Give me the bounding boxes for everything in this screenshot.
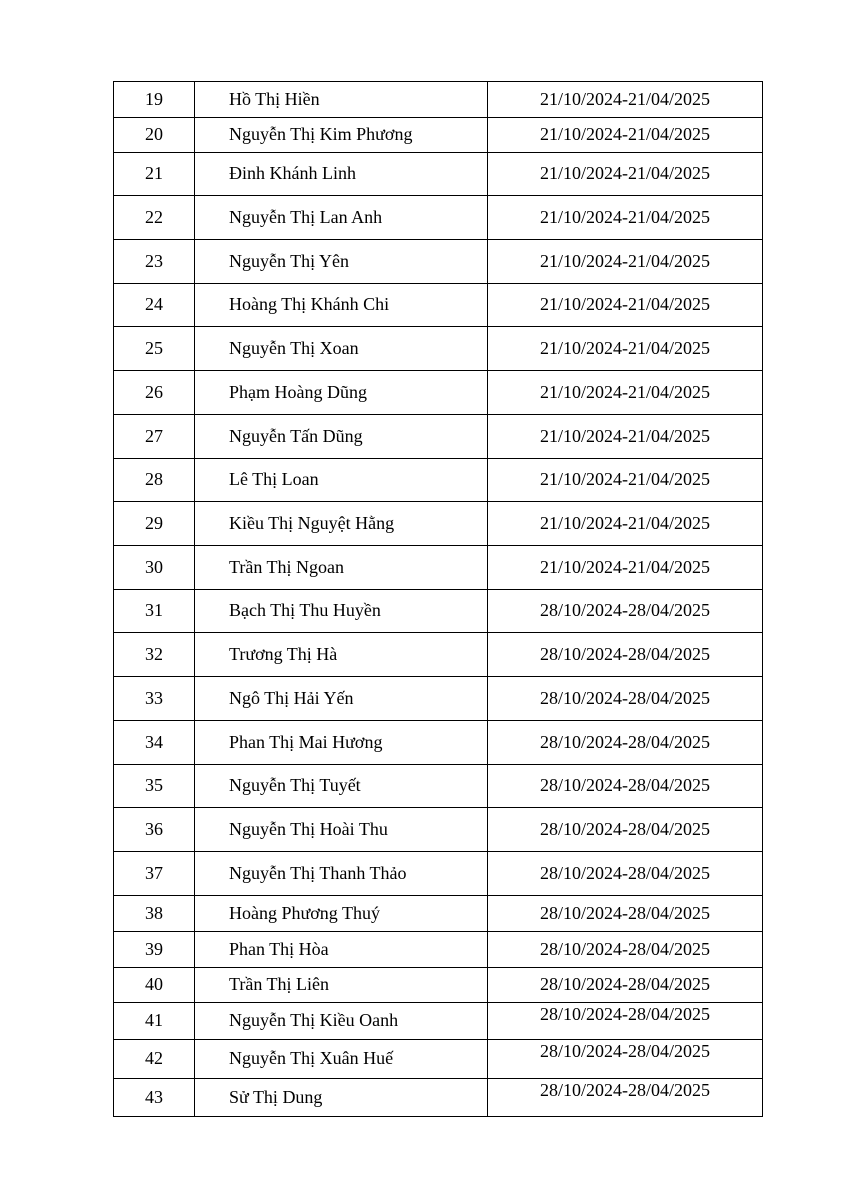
period-cell: 21/10/2024-21/04/2025 [488,502,763,546]
table-row [114,196,763,240]
name-cell: Hồ Thị Hiền [195,82,488,118]
period-cell: 28/10/2024-28/04/2025 [488,808,763,852]
roster-table-body [114,82,763,1117]
name-cell: Nguyễn Thị Yên [195,240,488,284]
table-row [114,677,763,721]
row-number-cell: 31 [114,590,195,633]
period-cell: 28/10/2024-28/04/2025 [488,633,763,677]
period-cell: 21/10/2024-21/04/2025 [488,196,763,240]
period-cell: 28/10/2024-28/04/2025 [488,590,763,633]
period-cell: 28/10/2024-28/04/2025 [488,1003,763,1040]
table-row [114,721,763,765]
name-cell: Nguyễn Thị Xoan [195,327,488,371]
table-row [114,1040,763,1079]
row-number-cell: 26 [114,371,195,415]
period-cell: 21/10/2024-21/04/2025 [488,371,763,415]
table-row [114,765,763,808]
period-cell: 28/10/2024-28/04/2025 [488,765,763,808]
table-row [114,590,763,633]
row-number-cell: 36 [114,808,195,852]
period-cell: 21/10/2024-21/04/2025 [488,240,763,284]
name-cell: Phan Thị Mai Hương [195,721,488,765]
table-row [114,240,763,284]
name-cell: Nguyễn Thị Xuân Huế [195,1040,488,1079]
name-cell: Hoàng Thị Khánh Chi [195,284,488,327]
row-number-cell: 42 [114,1040,195,1079]
period-cell: 28/10/2024-28/04/2025 [488,932,763,968]
row-number-cell: 28 [114,459,195,502]
row-number-cell: 40 [114,968,195,1003]
row-number-cell: 25 [114,327,195,371]
period-cell: 28/10/2024-28/04/2025 [488,1079,763,1117]
row-number-cell: 24 [114,284,195,327]
period-cell: 21/10/2024-21/04/2025 [488,153,763,196]
period-cell: 21/10/2024-21/04/2025 [488,82,763,118]
row-number-cell: 38 [114,896,195,932]
name-cell: Nguyễn Thị Hoài Thu [195,808,488,852]
name-cell: Hoàng Phương Thuý [195,896,488,932]
row-number-cell: 23 [114,240,195,284]
row-number-cell: 30 [114,546,195,590]
table-row [114,546,763,590]
table-row [114,327,763,371]
row-number-cell: 29 [114,502,195,546]
table-row [114,852,763,896]
name-cell: Nguyễn Tấn Dũng [195,415,488,459]
row-number-cell: 27 [114,415,195,459]
period-cell: 21/10/2024-21/04/2025 [488,284,763,327]
period-cell: 21/10/2024-21/04/2025 [488,459,763,502]
table-row [114,932,763,968]
name-cell: Đinh Khánh Linh [195,153,488,196]
period-cell: 28/10/2024-28/04/2025 [488,721,763,765]
roster-table [113,81,763,1117]
table-row [114,459,763,502]
row-number-cell: 21 [114,153,195,196]
name-cell: Nguyễn Thị Tuyết [195,765,488,808]
row-number-cell: 41 [114,1003,195,1040]
row-number-cell: 35 [114,765,195,808]
table-row [114,1079,763,1117]
period-cell: 21/10/2024-21/04/2025 [488,118,763,153]
row-number-cell: 34 [114,721,195,765]
name-cell: Trương Thị Hà [195,633,488,677]
name-cell: Kiều Thị Nguyệt Hằng [195,502,488,546]
period-cell: 28/10/2024-28/04/2025 [488,1040,763,1079]
table-row [114,415,763,459]
period-cell: 21/10/2024-21/04/2025 [488,415,763,459]
table-row [114,896,763,932]
table-row [114,633,763,677]
period-cell: 21/10/2024-21/04/2025 [488,546,763,590]
table-row [114,808,763,852]
table-row [114,968,763,1003]
table-row [114,153,763,196]
name-cell: Phan Thị Hòa [195,932,488,968]
row-number-cell: 22 [114,196,195,240]
name-cell: Nguyễn Thị Kim Phương [195,118,488,153]
row-number-cell: 20 [114,118,195,153]
period-cell: 21/10/2024-21/04/2025 [488,327,763,371]
name-cell: Bạch Thị Thu Huyền [195,590,488,633]
row-number-cell: 43 [114,1079,195,1117]
table-row [114,1003,763,1040]
name-cell: Nguyễn Thị Kiều Oanh [195,1003,488,1040]
table-row [114,82,763,118]
row-number-cell: 39 [114,932,195,968]
name-cell: Trần Thị Liên [195,968,488,1003]
period-cell: 28/10/2024-28/04/2025 [488,896,763,932]
name-cell: Phạm Hoàng Dũng [195,371,488,415]
table-row [114,371,763,415]
name-cell: Nguyễn Thị Thanh Thảo [195,852,488,896]
period-cell: 28/10/2024-28/04/2025 [488,852,763,896]
name-cell: Trần Thị Ngoan [195,546,488,590]
period-cell: 28/10/2024-28/04/2025 [488,677,763,721]
row-number-cell: 32 [114,633,195,677]
row-number-cell: 19 [114,82,195,118]
table-row [114,502,763,546]
name-cell: Nguyễn Thị Lan Anh [195,196,488,240]
table-row [114,118,763,153]
period-cell: 28/10/2024-28/04/2025 [488,968,763,1003]
row-number-cell: 33 [114,677,195,721]
name-cell: Ngô Thị Hải Yến [195,677,488,721]
row-number-cell: 37 [114,852,195,896]
name-cell: Sử Thị Dung [195,1079,488,1117]
name-cell: Lê Thị Loan [195,459,488,502]
table-row [114,284,763,327]
